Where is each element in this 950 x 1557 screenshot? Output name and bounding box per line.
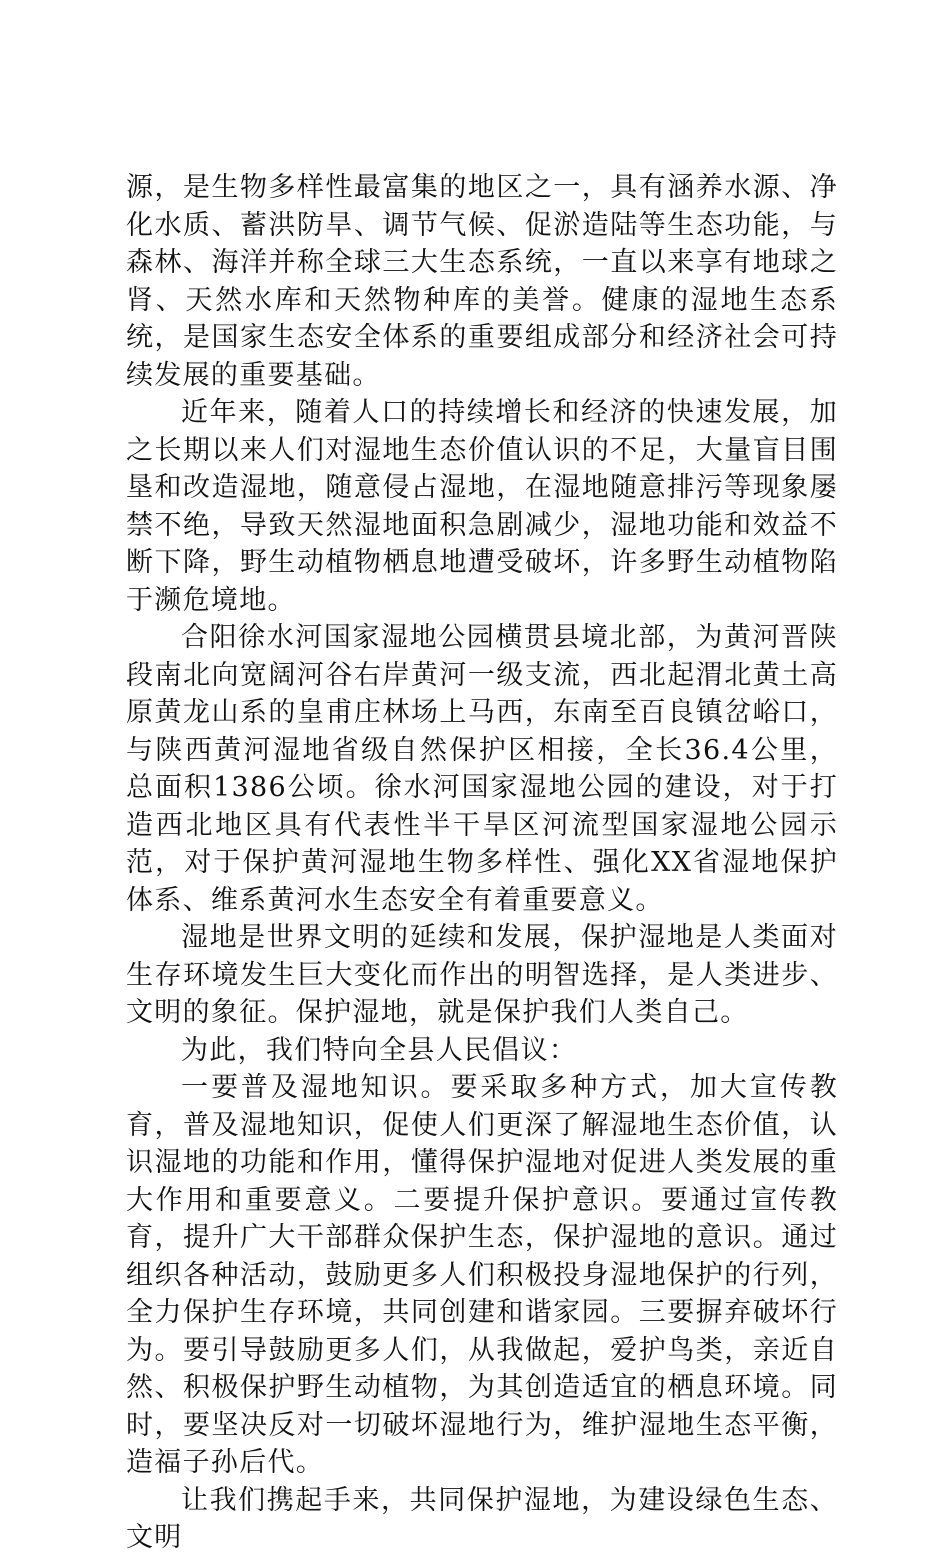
paragraph-wetland-decline: 近年来，随着人口的持续增长和经济的快速发展，加之长期以来人们对湿地生态价值认识的不足，大量盲目围垦和改造湿地，随意侵占湿地，在湿地随意排污等现象屡禁不绝，导致天然湿地面积急剧减少，湿地功能和效益不断下降，野生动植物栖息地遭受破坏，许多野生动植物陷于濒危境地。	[126, 397, 838, 616]
paragraph-wetland-value-continued: 源，是生物多样性最富集的地区之一，具有涵养水源、净化水质、蓄洪防旱、调节气候、促淤造陆等生态功能，与森林、海洋并称全球三大生态系统，一直以来享有地球之肾、天然水库和天然物种库的美誉。健康的湿地生态系统，是国家生态安全体系的重要组成部分和经济社会可持续发展的重要基础。	[126, 172, 838, 391]
paragraph-initiative-intro: 为此，我们特向全县人民倡议：	[181, 1034, 578, 1066]
paragraph-wetland-civilization: 湿地是世界文明的延续和发展，保护湿地是人类面对生存环境发生巨大变化而作出的明智选择，是人类进步、文明的象征。保护湿地，就是保护我们人类自己。	[126, 922, 838, 1028]
document-body	[126, 169, 838, 1557]
paragraph-xushui-river-park: 合阳徐水河国家湿地公园横贯县境北部，为黄河晋陕段南北向宽阔河谷右岸黄河一级支流，西北起渭北黄土高原黄龙山系的皇甫庄林场上马西，东南至百良镇岔峪口，与陕西黄河湿地省级自然保护区相接，全长36.4公里，总面积1386公顷。徐水河国家湿地公园的建设，对于打造西北地区具有代表性半干旱区河流型国家湿地公园示范，对于保护黄河湿地生物多样性、强化XX省湿地保护体系、维系黄河水生态安全有着重要意义。	[126, 622, 838, 916]
paragraph-closing-call: 让我们携起手来，共同保护湿地，为建设绿色生态、文明	[126, 1484, 838, 1553]
paragraph-initiative-items: 一要普及湿地知识。要采取多种方式，加大宣传教育，普及湿地知识，促使人们更深了解湿地生态价值，认识湿地的功能和作用，懂得保护湿地对促进人类发展的重大作用和重要意义。二要提升保护意识。要通过宣传教育，提升广大干部群众保护生态，保护湿地的意识。通过组织各种活动，鼓励更多人们积极投身湿地保护的行列，全力保护生存环境，共同创建和谐家园。三要摒弃破坏行为。要引导鼓励更多人们，从我做起，爱护鸟类，亲近自然、积极保护野生动植物，为其创造适宜的栖息环境。同时，要坚决反对一切破坏湿地行为，维护湿地生态平衡，造福子孙后代。	[126, 1072, 838, 1478]
